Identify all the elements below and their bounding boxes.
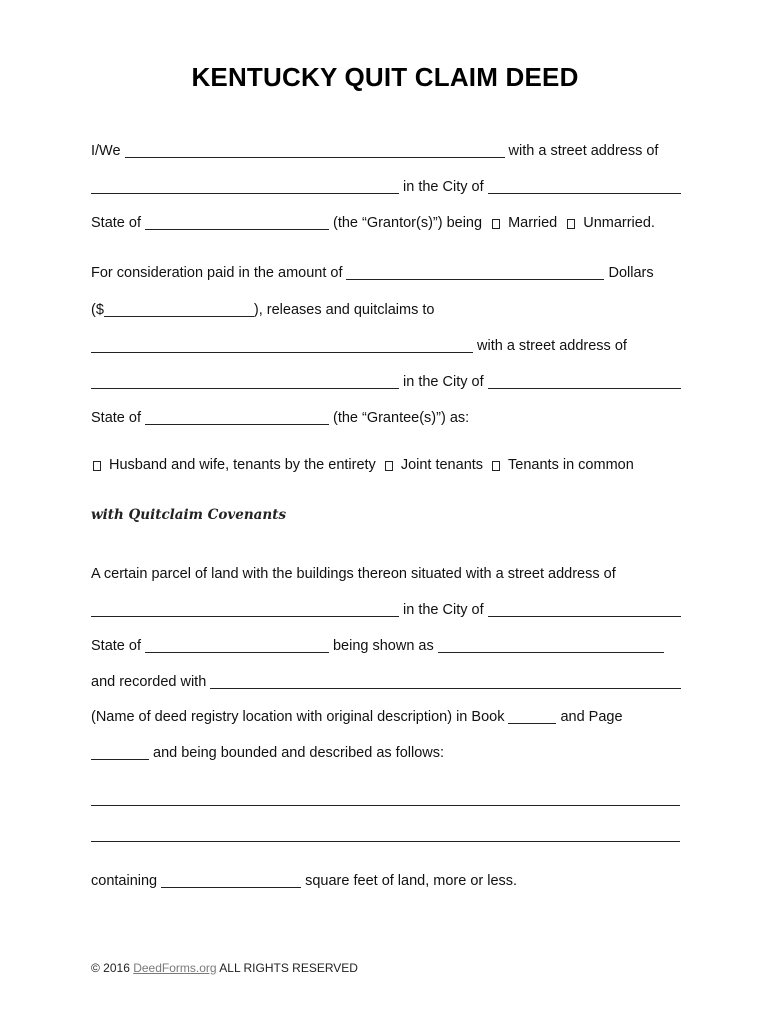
married-checkbox[interactable] [492, 219, 500, 229]
covenants-heading: with Quitclaim Covenants [91, 507, 287, 523]
grantees-as-label: (the “Grantee(s)”) as: [332, 410, 470, 426]
description-line-2[interactable] [91, 841, 680, 842]
grantors-being-label: (the “Grantor(s)”) being [332, 215, 483, 231]
husband-wife-checkbox[interactable] [93, 461, 101, 471]
recorded-with-label: and recorded with [91, 674, 207, 690]
footer [91, 961, 358, 975]
consideration-amount-field[interactable] [104, 302, 254, 317]
grantee-name-field[interactable] [91, 338, 473, 353]
tenants-common-checkbox[interactable] [492, 461, 500, 471]
bounded-label: and being bounded and described as follows: [153, 745, 445, 761]
releases-label: ), releases and quitclaims to [253, 302, 435, 318]
married-label: Married [508, 215, 558, 231]
tenants-common-label: Tenants in common [508, 457, 634, 473]
document-title: KENTUCKY QUIT CLAIM DEED [191, 62, 579, 92]
square-feet-field[interactable] [161, 873, 301, 888]
containing-row [91, 870, 681, 890]
grantor-city-label: in the City of [403, 179, 484, 195]
grantee-state-label: State of [91, 410, 141, 426]
parcel-street-field[interactable] [91, 602, 399, 617]
grantee-street-label: with a street address of [477, 338, 627, 354]
grantor-state-row [91, 212, 681, 232]
site-link[interactable]: DeedForms.org [133, 961, 217, 975]
description-line-1[interactable] [91, 805, 680, 806]
iwe-label: I/We [91, 143, 121, 159]
consideration-words-field[interactable] [346, 265, 604, 280]
parcel-address-row [91, 599, 681, 619]
recorded-with-field[interactable] [210, 674, 681, 689]
consideration-row [91, 262, 681, 282]
rights-text: ALL RIGHTS RESERVED [219, 961, 358, 975]
grantee-city-field[interactable] [488, 374, 681, 389]
joint-tenants-checkbox[interactable] [385, 461, 393, 471]
grantee-name-row [91, 335, 681, 355]
dollars-label: Dollars [608, 265, 654, 281]
unmarried-label: Unmarried. [583, 215, 655, 231]
grantor-state-field[interactable] [145, 215, 329, 230]
bounded-row [91, 742, 681, 762]
parcel-state-label: State of [91, 638, 141, 654]
recorded-with-row [91, 671, 681, 691]
shown-as-field[interactable] [438, 638, 664, 653]
unmarried-checkbox[interactable] [567, 219, 575, 229]
parcel-state-row [91, 635, 681, 655]
tenancy-options-row [91, 454, 681, 474]
book-field[interactable] [508, 709, 556, 724]
parcel-intro-text: A certain parcel of land with the buildings thereon situated with a street address of [91, 566, 616, 582]
parcel-city-label: in the City of [403, 602, 484, 618]
grantee-city-label: in the City of [403, 374, 484, 390]
shown-as-label: being shown as [332, 638, 434, 654]
grantor-state-label: State of [91, 215, 141, 231]
and-page-label: and Page [560, 709, 623, 725]
grantee-street-field[interactable] [91, 374, 399, 389]
amount-row [91, 299, 681, 319]
copyright-text: © 2016 [91, 961, 130, 975]
consideration-label: For consideration paid in the amount of [91, 265, 343, 281]
registry-label: (Name of deed registry location with original description) in Book [91, 709, 505, 725]
parcel-city-field[interactable] [488, 602, 681, 617]
grantee-state-row [91, 407, 681, 427]
grantor-street-label: with a street address of [508, 143, 659, 159]
grantor-name-row [91, 140, 681, 160]
joint-tenants-label: Joint tenants [400, 457, 484, 473]
page-field[interactable] [91, 745, 149, 760]
parcel-state-field[interactable] [145, 638, 329, 653]
grantor-name-field[interactable] [125, 143, 505, 158]
registry-row [91, 706, 681, 726]
containing-label: containing [91, 873, 158, 889]
grantee-address-row [91, 371, 681, 391]
grantee-state-field[interactable] [145, 410, 329, 425]
parcel-intro-row [91, 563, 681, 583]
grantor-address-row [91, 176, 681, 196]
husband-wife-label: Husband and wife, tenants by the entirety [109, 457, 376, 473]
grantor-street-field[interactable] [91, 179, 399, 194]
grantor-city-field[interactable] [488, 179, 681, 194]
square-feet-label: square feet of land, more or less. [305, 873, 518, 889]
dollar-sign-label: ($ [91, 302, 104, 318]
